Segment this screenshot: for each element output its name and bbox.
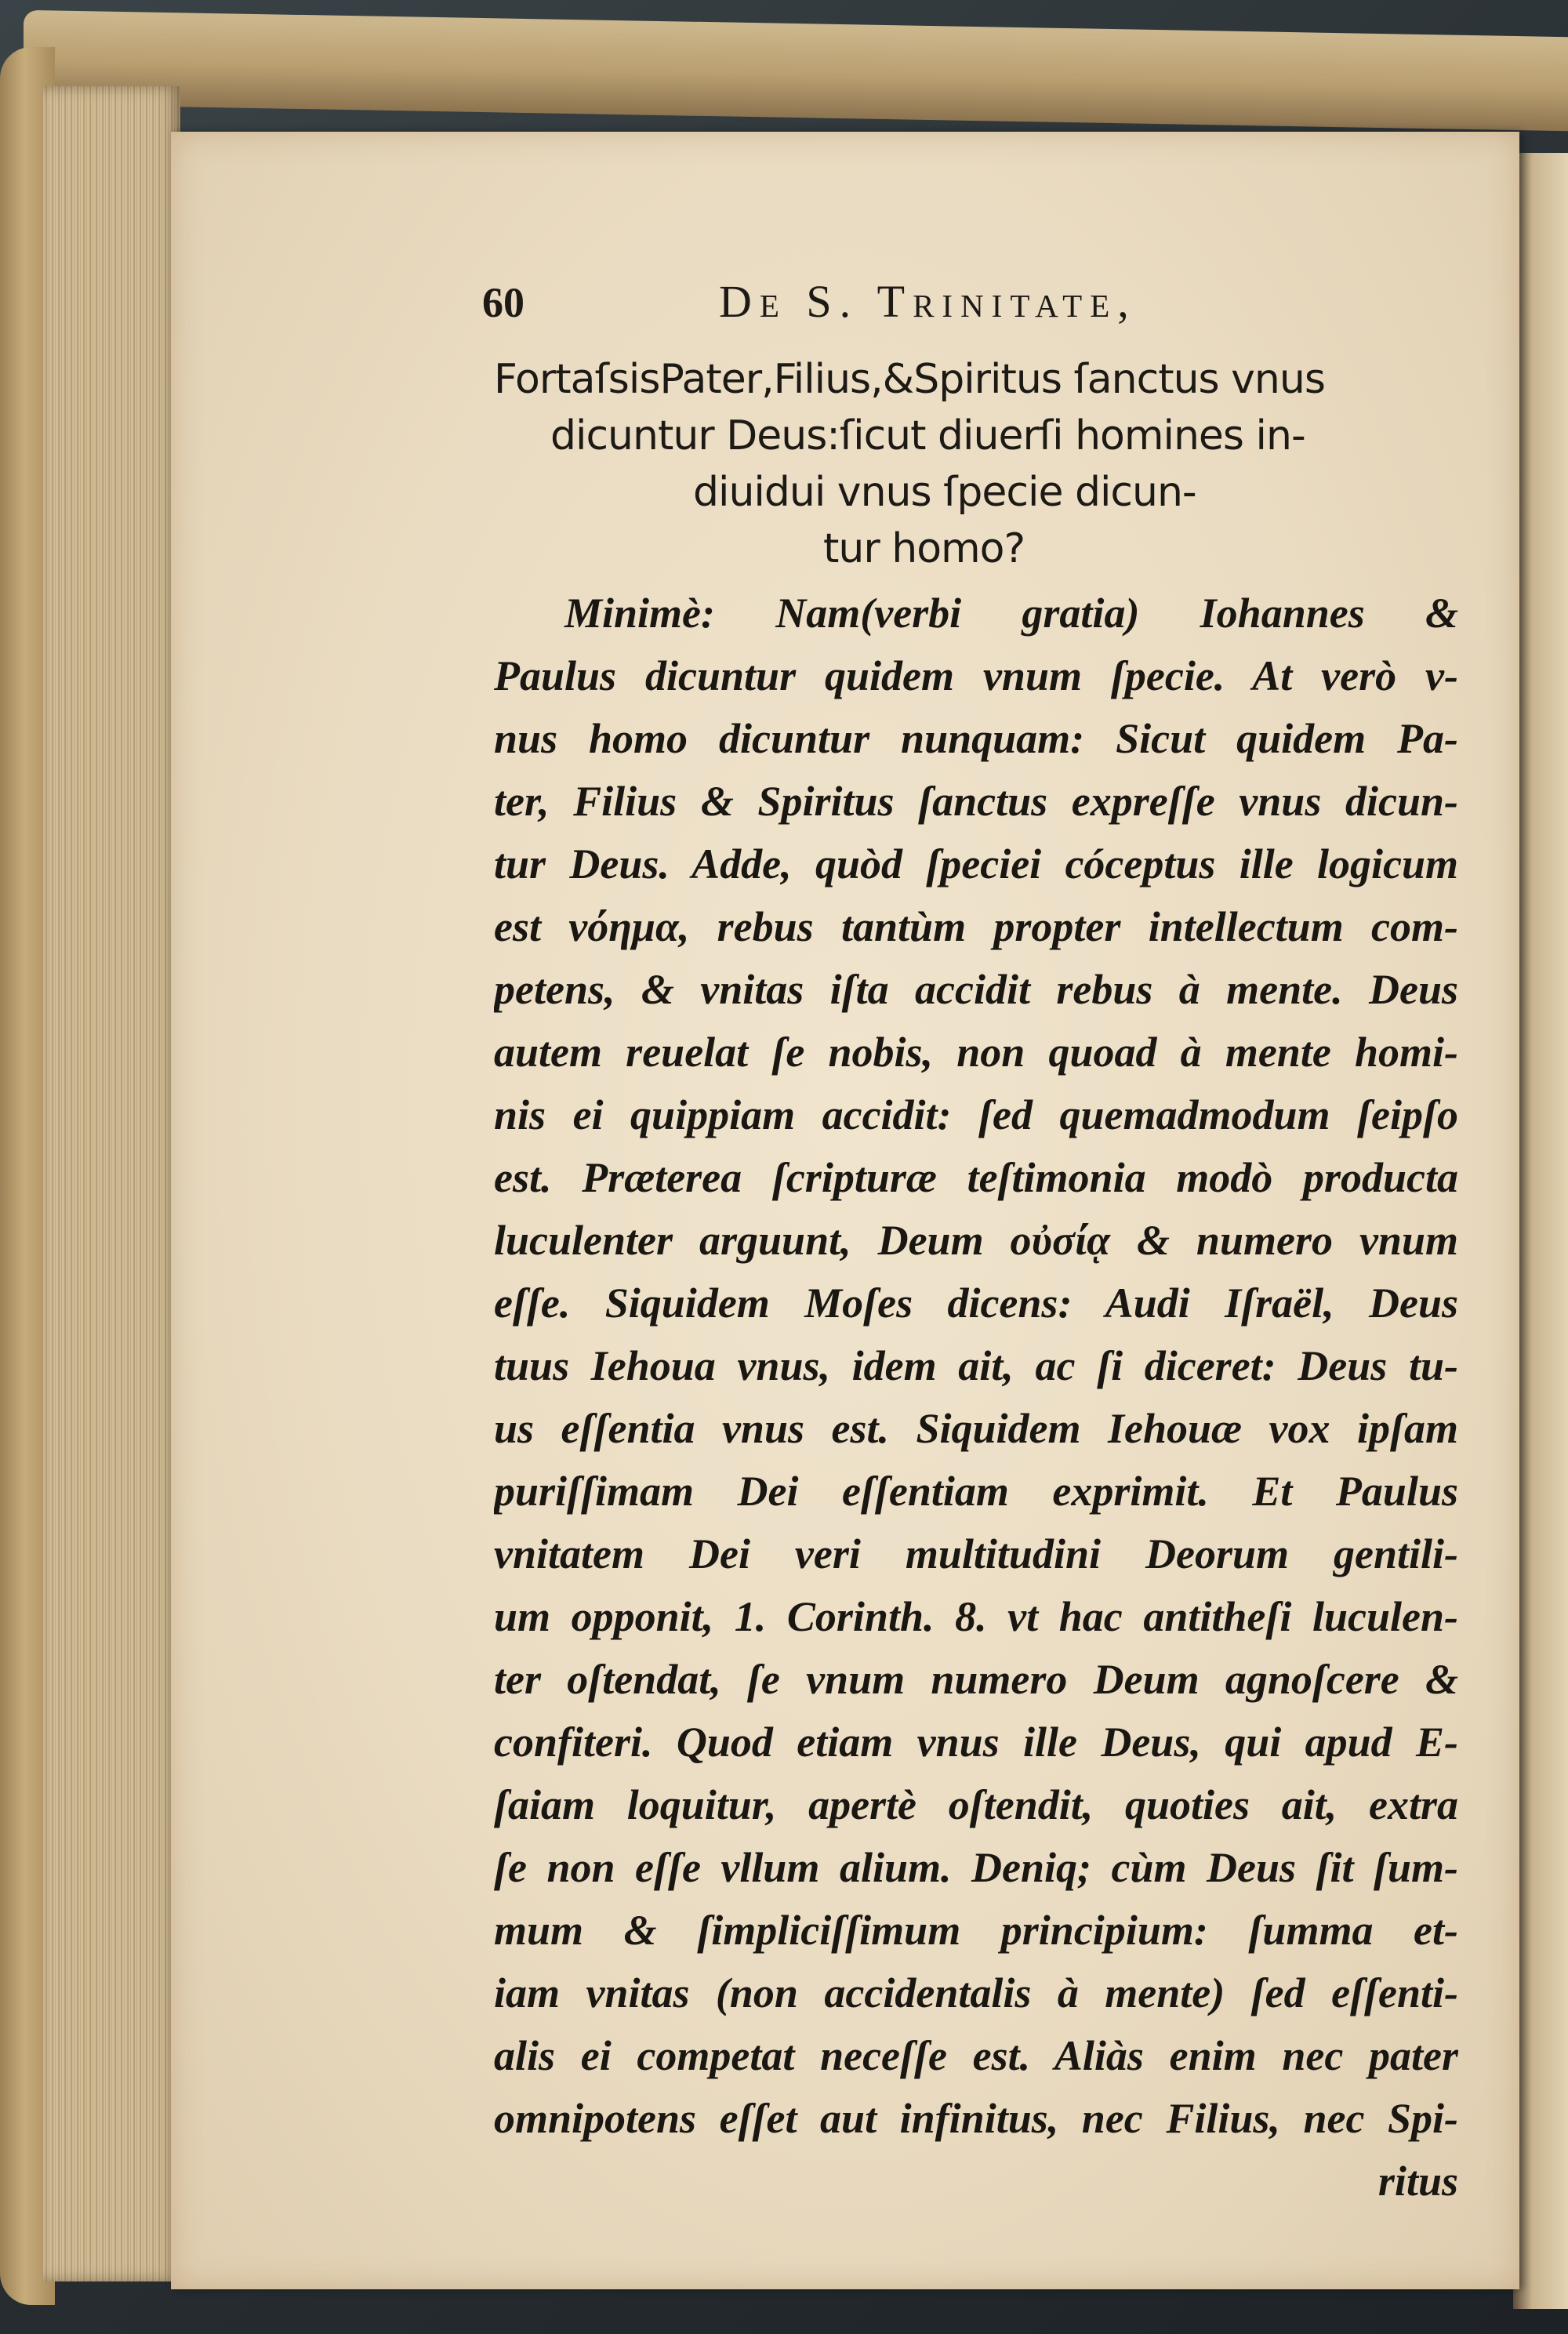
- facing-page-text-fragment: [1530, 419, 1560, 2144]
- question-line: tur homo?: [823, 525, 1025, 572]
- facing-page-edge: [1513, 153, 1568, 2309]
- text-line: omnipotens eſſet aut infinitus, nec Filius, nec Spi-: [494, 2095, 1458, 2142]
- text-line: eſſe. Siquidem Moſes dicens: Audi Iſraël, Deus: [494, 1280, 1458, 1327]
- text-line: puriſſimam Dei eſſentiam exprimit. Et Paulus: [494, 1468, 1458, 1515]
- page-edges: [43, 86, 180, 2281]
- text-line: um opponit, 1. Corinth. 8. vt hac antitheſi luculen-: [494, 1593, 1458, 1640]
- text-line: mum & ſimpliciſſimum principium: ſumma et-: [494, 1907, 1458, 1954]
- text-line: petens, & vnitas iſta accidit rebus à mente. Deus: [494, 966, 1458, 1013]
- text-line: est νόημα, rebus tantùm propter intellectum com-: [494, 903, 1458, 950]
- text-line: autem reuelat ſe nobis, non quoad à mente homi-: [494, 1029, 1458, 1076]
- text-line: luculenter arguunt, Deum οὐσίᾳ & numero vnum: [494, 1217, 1458, 1264]
- text-line: ter, Filius & Spiritus ſanctus expreſſe vnus dicun-: [494, 778, 1458, 825]
- answer-text: [494, 582, 1458, 2212]
- text-line: nis ei quippiam accidit: ſed quemadmodum ſeipſo: [494, 1091, 1458, 1138]
- text-line: vnitatem Dei veri multitudini Deorum gentili-: [494, 1530, 1458, 1577]
- text-line: tur Deus. Adde, quòd ſpeciei cóceptus ille logicum: [494, 840, 1458, 888]
- text-line: ter oſtendat, ſe vnum numero Deum agnoſcere &: [494, 1656, 1458, 1703]
- catchword: ritus: [1377, 2158, 1458, 2205]
- text-line: us eſſentia vnus est. Siquidem Iehouæ vox ipſam: [494, 1405, 1458, 1452]
- text-line: confiteri. Quod etiam vnus ille Deus, qui apud E-: [494, 1719, 1458, 1766]
- question-line: FortaſsisPater,Filius,&Spiritus ſanctus vnus: [494, 356, 1325, 403]
- running-header: [482, 278, 1266, 338]
- running-title: De S. Trinitate,: [719, 276, 1137, 327]
- text-line: Minimè: Nam(verbi gratia) Iohannes &: [564, 590, 1458, 637]
- text-line: ſe non eſſe vllum alium. Deniq; cùm Deus ſit ſum-: [494, 1844, 1458, 1891]
- text-line: Paulus dicuntur quidem vnum ſpecie. At verò v-: [494, 652, 1458, 699]
- page-number: 60: [482, 279, 524, 326]
- text-line: ſaiam loquitur, apertè oſtendit, quoties ait, extra: [494, 1781, 1458, 1828]
- text-line: est. Præterea ſcripturæ teſtimonia modò producta: [494, 1154, 1458, 1201]
- text-line: alis ei competat neceſſe est. Aliàs enim nec pater: [494, 2032, 1458, 2079]
- text-line: tuus Iehoua vnus, idem ait, ac ſi diceret: Deus tu-: [494, 1342, 1458, 1389]
- question-line: dicuntur Deus:ſicut diuerſi homines in-: [550, 412, 1305, 459]
- text-line: iam vnitas (non accidentalis à mente) ſed eſſenti-: [494, 1969, 1458, 2016]
- text-line: nus homo dicuntur nunquam: Sicut quidem Pa-: [494, 715, 1458, 762]
- question-line: diuidui vnus ſpecie dicun-: [693, 469, 1196, 516]
